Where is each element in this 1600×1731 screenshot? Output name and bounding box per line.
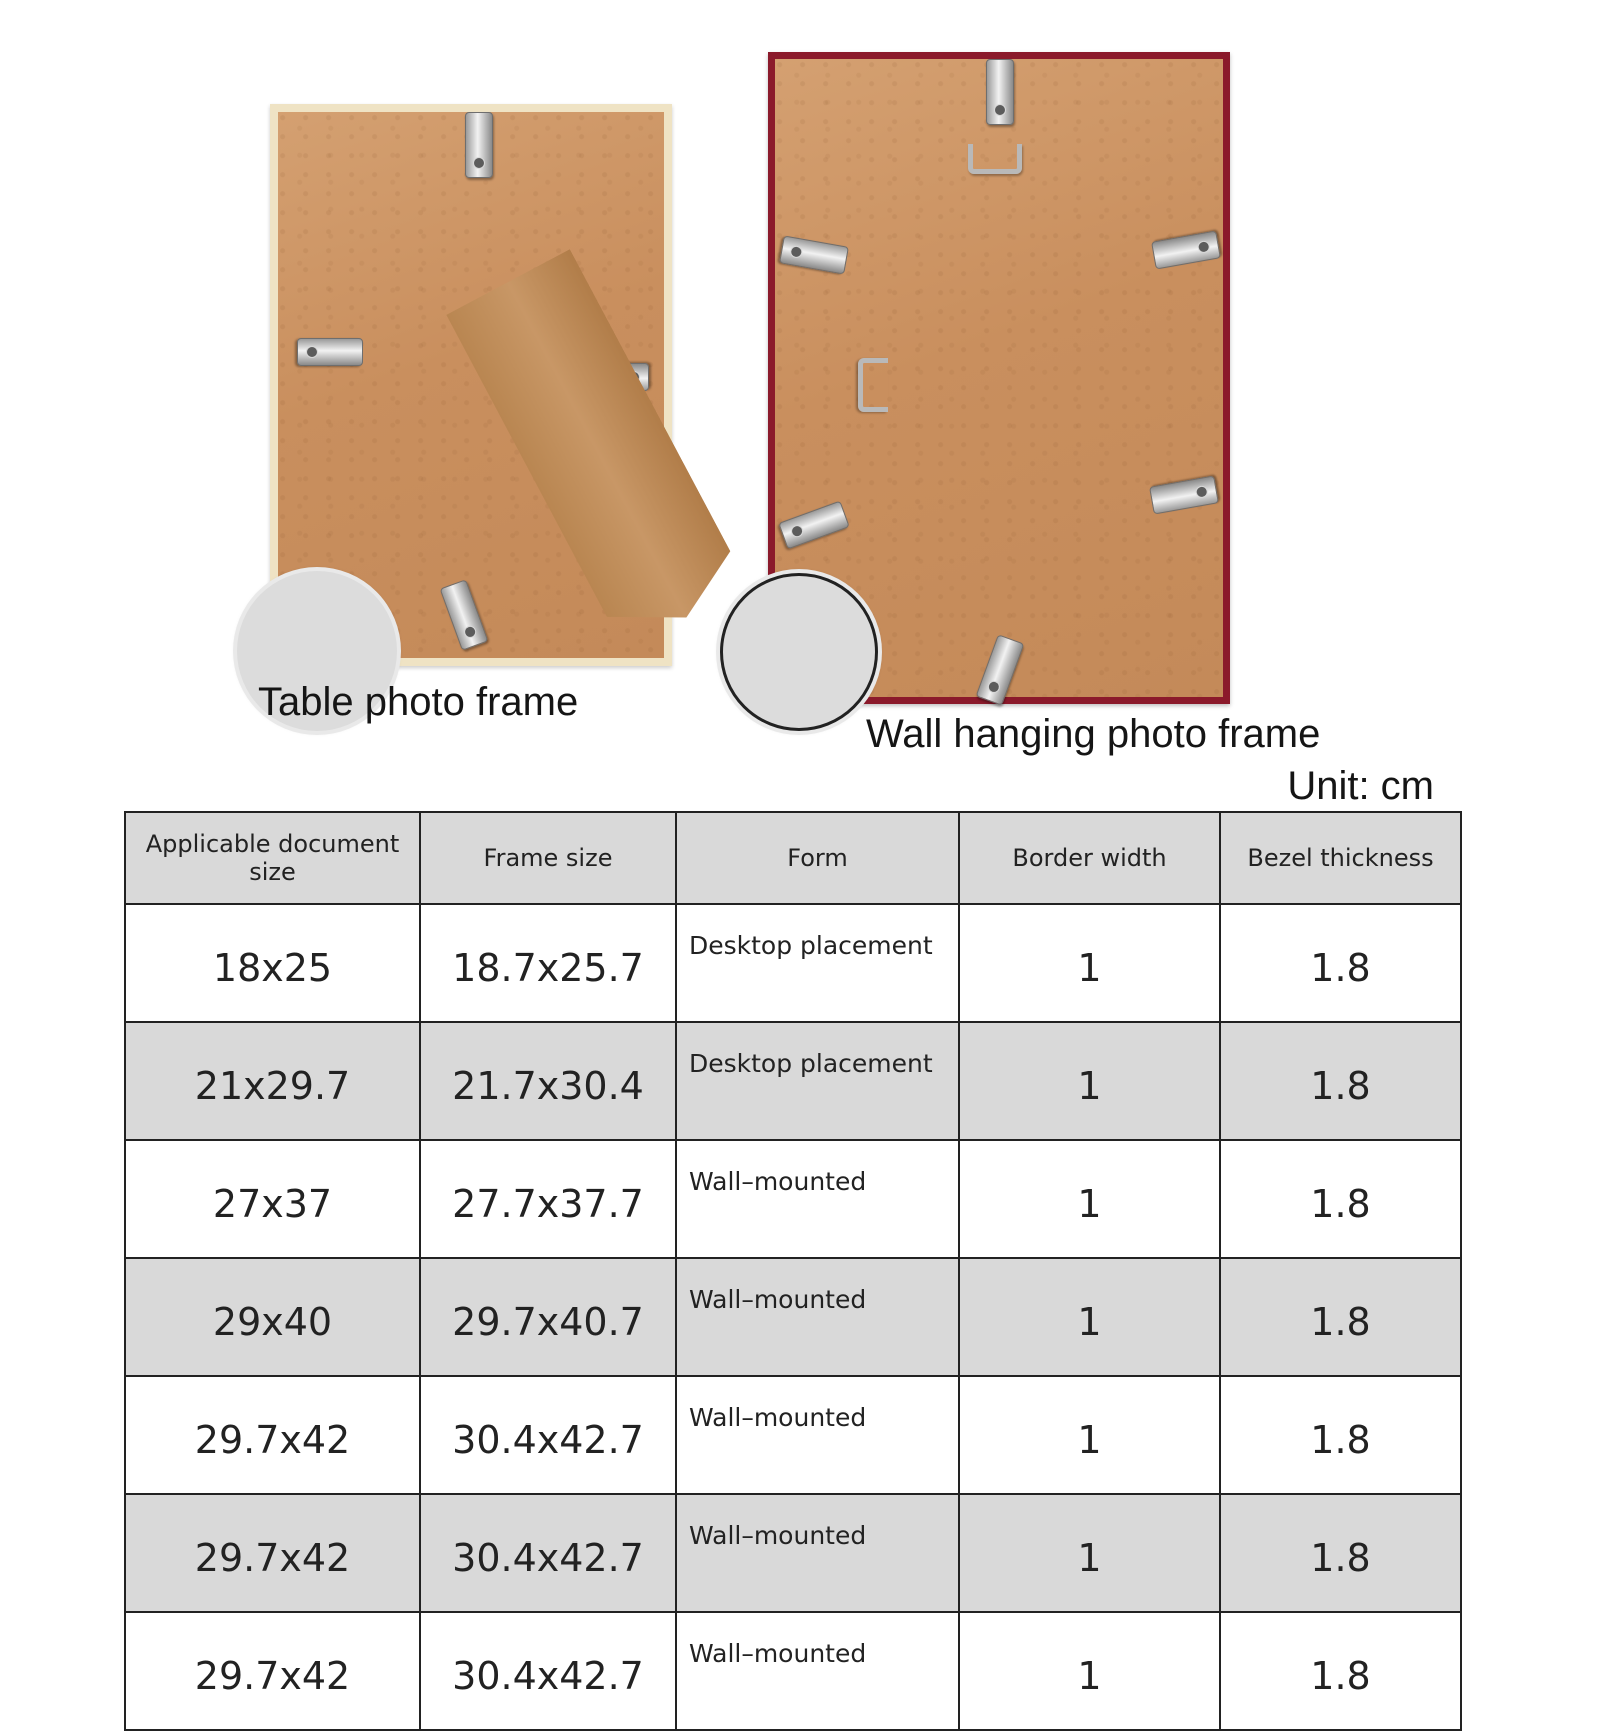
cell-document-size: 29x40 bbox=[125, 1258, 420, 1376]
cell-bezel-thickness: 1.8 bbox=[1220, 1258, 1461, 1376]
cell-form: Wall–mounted bbox=[676, 1140, 959, 1258]
cell-border-width: 1 bbox=[959, 904, 1220, 1022]
frame-clip bbox=[297, 338, 363, 366]
wall-frame-caption: Wall hanging photo frame bbox=[866, 712, 1321, 756]
cell-border-width: 1 bbox=[959, 1612, 1220, 1730]
wall-frame-zoom-circle bbox=[720, 573, 878, 731]
table-row bbox=[125, 1140, 1461, 1258]
cell-border-width: 1 bbox=[959, 1022, 1220, 1140]
header-border-width: Border width bbox=[959, 812, 1220, 904]
table-row bbox=[125, 1494, 1461, 1612]
cell-document-size: 27x37 bbox=[125, 1140, 420, 1258]
table-row bbox=[125, 1258, 1461, 1376]
table-row bbox=[125, 1022, 1461, 1140]
cell-border-width: 1 bbox=[959, 1376, 1220, 1494]
cell-form: Wall–mounted bbox=[676, 1376, 959, 1494]
cell-document-size: 29.7x42 bbox=[125, 1494, 420, 1612]
table-row bbox=[125, 1376, 1461, 1494]
cell-border-width: 1 bbox=[959, 1140, 1220, 1258]
cell-frame-size: 21.7x30.4 bbox=[420, 1022, 676, 1140]
cell-form: Wall–mounted bbox=[676, 1612, 959, 1730]
cell-document-size: 29.7x42 bbox=[125, 1376, 420, 1494]
cell-document-size: 18x25 bbox=[125, 904, 420, 1022]
table-header-row bbox=[125, 812, 1461, 904]
unit-label: Unit: cm bbox=[1287, 764, 1434, 808]
cell-frame-size: 30.4x42.7 bbox=[420, 1612, 676, 1730]
header-frame-size: Frame size bbox=[420, 812, 676, 904]
cell-bezel-thickness: 1.8 bbox=[1220, 1140, 1461, 1258]
cell-bezel-thickness: 1.8 bbox=[1220, 1494, 1461, 1612]
cell-border-width: 1 bbox=[959, 1258, 1220, 1376]
cell-bezel-thickness: 1.8 bbox=[1220, 1022, 1461, 1140]
header-form: Form bbox=[676, 812, 959, 904]
cell-bezel-thickness: 1.8 bbox=[1220, 904, 1461, 1022]
table-row bbox=[125, 1612, 1461, 1730]
cell-bezel-thickness: 1.8 bbox=[1220, 1376, 1461, 1494]
cell-frame-size: 30.4x42.7 bbox=[420, 1494, 676, 1612]
cell-border-width: 1 bbox=[959, 1494, 1220, 1612]
wall-hanger bbox=[968, 144, 1022, 174]
header-bezel-thickness: Bezel thickness bbox=[1220, 812, 1461, 904]
cell-bezel-thickness: 1.8 bbox=[1220, 1612, 1461, 1730]
cell-document-size: 29.7x42 bbox=[125, 1612, 420, 1730]
cell-form: Wall–mounted bbox=[676, 1494, 959, 1612]
frame-clip bbox=[986, 59, 1014, 125]
frame-clip bbox=[465, 112, 493, 178]
table-row bbox=[125, 904, 1461, 1022]
cell-frame-size: 29.7x40.7 bbox=[420, 1258, 676, 1376]
cell-frame-size: 30.4x42.7 bbox=[420, 1376, 676, 1494]
wall-hanger bbox=[858, 358, 888, 412]
size-spec-table bbox=[124, 811, 1462, 1731]
table-frame-caption: Table photo frame bbox=[258, 680, 579, 724]
cell-frame-size: 27.7x37.7 bbox=[420, 1140, 676, 1258]
header-applicable-document-size: Applicable document size bbox=[125, 812, 420, 904]
cell-form: Wall–mounted bbox=[676, 1258, 959, 1376]
cell-frame-size: 18.7x25.7 bbox=[420, 904, 676, 1022]
cell-document-size: 21x29.7 bbox=[125, 1022, 420, 1140]
cell-form: Desktop placement bbox=[676, 1022, 959, 1140]
cell-form: Desktop placement bbox=[676, 904, 959, 1022]
